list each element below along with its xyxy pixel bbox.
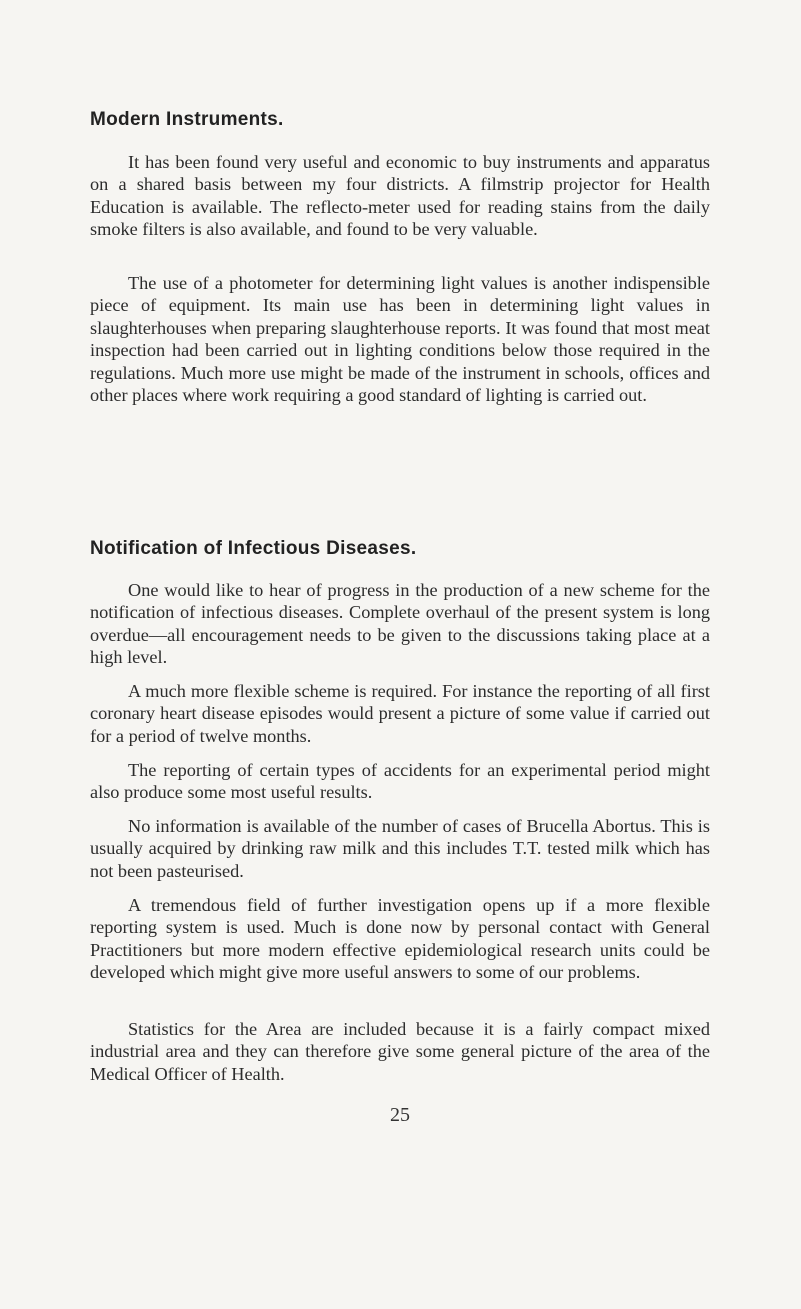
- section-heading-notification: Notification of Infectious Diseases.: [90, 538, 417, 559]
- paragraph: No information is available of the number of cases of Brucella Abortus. This is usually acquired by drinking raw milk and this includes T.T. tested milk which has not been pasteurised.: [90, 816, 710, 881]
- paragraph: It has been found very useful and economic to buy instruments and apparatus on a shared basis between my four districts. A filmstrip projector for Health Education is available. The reflecto-meter used for reading stains from the daily smoke filters is also available, and found to be very valuable.: [90, 152, 710, 240]
- section-heading-modern-instruments: Modern Instruments.: [90, 109, 284, 130]
- paragraph: A much more flexible scheme is required. For instance the reporting of all first coronary heart disease episodes would present a picture of some value if carried out for a period of twelve months.: [90, 681, 710, 746]
- paragraph: Statistics for the Area are included because it is a fairly compact mixed industrial area and they can therefore give some general picture of the area of the Medical Officer of Health.: [90, 1019, 710, 1084]
- paragraph: The reporting of certain types of accidents for an experimental period might also produce some most useful results.: [90, 760, 710, 803]
- paragraph: A tremendous field of further investigation opens up if a more flexible reporting system is used. Much is done now by personal contact with General Practitioners but more modern effective epidemiological research units could be developed which might give more useful answers to some of our problems.: [90, 895, 710, 983]
- page-number: 25: [390, 1104, 410, 1126]
- paragraph: The use of a photometer for determining light values is another indispensible piece of equipment. Its main use has been in determining light values in slaughterhouses when preparing slaughterhouse reports. It was found that most meat inspection had been carried out in lighting conditions below those required in the regulations. Much more use might be made of the instrument in schools, offices and other places where work requiring a good standard of lighting is carried out.: [90, 273, 710, 406]
- paragraph: One would like to hear of progress in the production of a new scheme for the notification of infectious diseases. Complete overhaul of the present system is long overdue—all encouragement needs to be given to the discussions taking place at a high level.: [90, 580, 710, 668]
